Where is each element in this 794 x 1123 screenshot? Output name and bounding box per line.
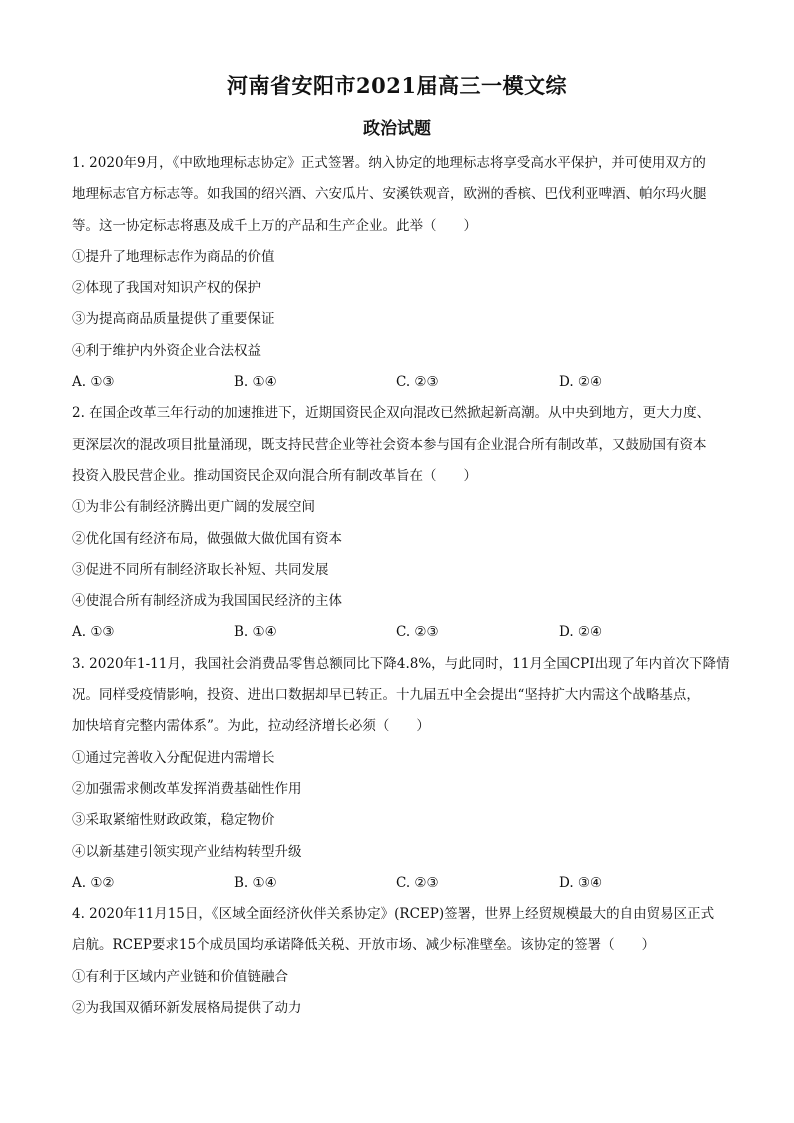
answer-option-d[interactable]: D. ②④ [559, 374, 603, 391]
statement-item: ②优化国有经济布局，做强做大做优国有资本 [72, 530, 342, 547]
question-4 [72, 899, 724, 1024]
answer-options [72, 367, 724, 398]
statement-item: ③促进不同所有制经济取长补短、共同发展 [72, 561, 329, 578]
question-stem-line: 况。同样受疫情影响，投资、进出口数据却早已转正。十九届五中全会提出“坚持扩大内需这个战略基点， [72, 687, 700, 704]
statement-item: ①提升了地理标志作为商品的价值 [72, 248, 275, 265]
statement-item: ④使混合所有制经济成为我国国民经济的主体 [72, 593, 342, 610]
statement-item: ③为提高商品质量提供了重要保证 [72, 311, 275, 328]
question-stem-line: 等。这一协定标志将惠及成千上万的产品和生产企业。此举（ ） [72, 217, 477, 234]
question-stem-line: 启航。RCEP要求15个成员国均承诺降低关税、开放市场、减少标准壁垒。该协定的签署（ ） [72, 937, 656, 954]
answer-option-b[interactable]: B. ①④ [234, 874, 277, 891]
answer-options [72, 868, 724, 899]
page-subtitle: 政治试题 [363, 119, 431, 139]
question-stem-line: 4. 2020年11月15日，《区域全面经济伙伴关系协定》(RCEP)签署，世界上经贸规模最大的自由贸易区正式 [72, 906, 715, 923]
answer-option-a[interactable]: A. ①② [72, 874, 115, 891]
question-stem-line: 更深层次的混改项目批量涌现，既支持民营企业等社会资本参与国有企业混合所有制改革，又鼓励国有资本 [72, 436, 707, 453]
question-stem-line: 加快培育完整内需体系”。为此，拉动经济增长必须（ ） [72, 718, 430, 735]
question-stem-line: 3. 2020年1-11月，我国社会消费品零售总额同比下降4.8%，与此同时，11月全国CPI出现了年内首次下降情 [72, 655, 730, 672]
statement-item: ④利于维护内外资企业合法权益 [72, 342, 261, 359]
question-3 [72, 649, 730, 899]
answer-option-a[interactable]: A. ①③ [72, 374, 115, 391]
statement-item: ③采取紧缩性财政政策，稳定物价 [72, 812, 275, 829]
question-stem-line: 投资入股民营企业。推动国资民企双向混合所有制改革旨在（ ） [72, 467, 477, 484]
answer-option-c[interactable]: C. ②③ [396, 374, 439, 391]
statement-item: ①通过完善收入分配促进内需增长 [72, 749, 275, 766]
answer-option-b[interactable]: B. ①④ [234, 624, 277, 641]
statement-item: ②加强需求侧改革发挥消费基础性作用 [72, 780, 302, 797]
question-list [72, 148, 730, 1024]
answer-option-c[interactable]: C. ②③ [396, 624, 439, 641]
answer-option-d[interactable]: D. ③④ [559, 874, 603, 891]
statement-item: ②为我国双循环新发展格局提供了动力 [72, 1000, 302, 1017]
question-stem-line: 地理标志官方标志等。如我国的绍兴酒、六安瓜片、安溪铁观音，欧洲的香槟、巴伐利亚啤酒、帕尔玛火腿 [72, 186, 707, 203]
answer-options [72, 617, 724, 648]
answer-option-c[interactable]: C. ②③ [396, 874, 439, 891]
question-2 [72, 398, 724, 648]
question-stem-line: 2. 在国企改革三年行动的加速推进下，近期国资民企双向混改已然掀起新高潮。从中央到地方，更大力度、 [72, 405, 711, 422]
statement-item: ①为非公有制经济腾出更广阔的发展空间 [72, 499, 315, 516]
page-title: 河南省安阳市2021届高三一模文综 [227, 73, 567, 98]
question-stem-line: 1. 2020年9月，《中欧地理标志协定》正式签署。纳入协定的地理标志将享受高水平保护，并可使用双方的 [72, 155, 706, 171]
answer-option-d[interactable]: D. ②④ [559, 624, 603, 641]
question-1 [72, 148, 724, 398]
answer-option-b[interactable]: B. ①④ [234, 374, 277, 391]
answer-option-a[interactable]: A. ①③ [72, 624, 115, 641]
statement-item: ①有利于区域内产业链和价值链融合 [72, 968, 288, 985]
statement-item: ④以新基建引领实现产业结构转型升级 [72, 843, 302, 860]
statement-item: ②体现了我国对知识产权的保护 [72, 280, 261, 297]
